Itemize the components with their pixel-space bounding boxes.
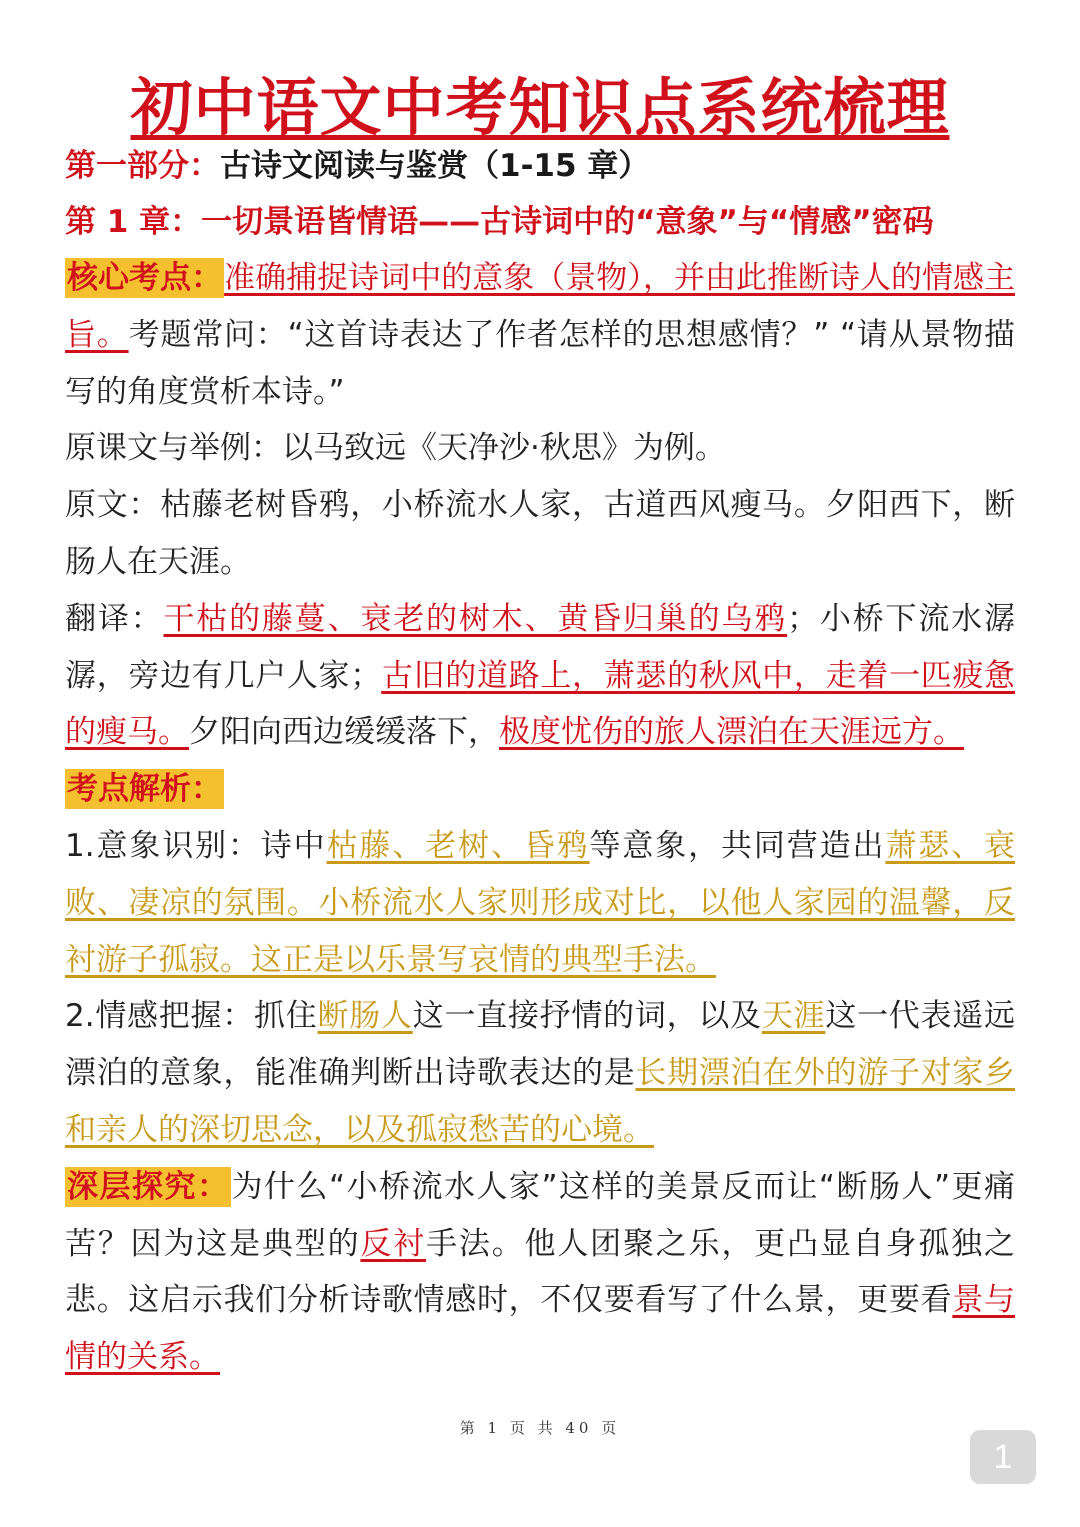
chapter-heading: 第 1 章：一切景语皆情语——古诗词中的“意象”与“情感”密码 [65, 204, 934, 240]
point2-conclusion: 长期漂泊在外的游子对家乡和亲人的深切思念，以及孤寂愁苦的心境。 [65, 1055, 1016, 1148]
core-point-rest: 考题常问：“这首诗表达了作者怎样的思想感情？” “请从景物描写的角度赏析本诗。” [65, 316, 1015, 410]
core-point-paragraph [65, 250, 1015, 420]
translation-text-1: ；小桥下流水潺潺，旁边有几户人家； [65, 600, 1016, 694]
translation-label: 翻译： [65, 600, 164, 637]
deep-text-2: 手法。他人团聚之乐，更凸显自身孤独之悲。这启示我们分析诗歌情感时，不仅要看写了什么景，更要看 [65, 1225, 1016, 1319]
deep-keyword-1: 反衬 [360, 1225, 427, 1262]
page-number-badge: 1 [970, 1430, 1036, 1484]
part-heading [65, 138, 1015, 194]
page-footer: 第 1 页 共 40 页 [459, 1419, 621, 1437]
core-point-focus: 准确捕捉诗词中的意象（景物），并由此推断诗人的情感主旨。 [65, 260, 1016, 353]
analysis-label: 考点解析： [67, 771, 222, 808]
point1-prefix: 1.意象识别：诗中 [65, 827, 327, 864]
point2-middle-2: 这一代表遥远漂泊的意象，能准确判断出诗歌表达的是 [65, 998, 1016, 1092]
point2-word-1: 断肠人 [317, 998, 413, 1035]
core-point-label: 核心考点： [67, 260, 223, 296]
analysis-point-1 [65, 818, 1015, 988]
point2-word-2: 天涯 [761, 998, 826, 1035]
document-title: 初中语文中考知识点系统梳理 [130, 71, 950, 144]
point2-prefix: 2.情感把握：抓住 [65, 998, 318, 1035]
translation-segment-1: 干枯的藤蔓、衰老的树木、黄昏归巢的乌鸦 [163, 600, 788, 637]
example-paragraph: 原课文与举例：以马致远《天净沙·秋思》为例。 [65, 430, 726, 467]
point1-imagery-words: 枯藤、老树、昏鸦 [326, 827, 590, 864]
deep-keyword-2: 景与情的关系。 [65, 1282, 1016, 1376]
translation-paragraph [65, 591, 1015, 761]
analysis-point-2 [65, 988, 1015, 1158]
translation-text-2: 夕阳向西边缓缓落下， [189, 714, 499, 751]
content-body [65, 138, 1015, 1386]
part-text: 古诗文阅读与鉴赏（1-15 章） [220, 148, 650, 184]
deep-text-1: 为什么“小桥流水人家”这样的美景反而让“断肠人”更痛苦？因为这是典型的 [65, 1168, 1015, 1262]
translation-segment-2: 古旧的道路上，萧瑟的秋风中，走着一匹疲惫的瘦马。 [65, 657, 1016, 751]
analysis-heading [65, 761, 1015, 818]
original-text-paragraph: 原文：枯藤老树昏鸦，小桥流水人家，古道西风瘦马。夕阳西下，断肠人在天涯。 [65, 487, 1015, 580]
deep-inquiry-paragraph [65, 1159, 1015, 1386]
part-label: 第一部分： [65, 148, 220, 184]
point1-explanation: 萧瑟、衰败、凄凉的氛围。小桥流水人家则形成对比，以他人家园的温馨，反衬游子孤寂。这正是以乐景写哀情的典型手法。 [65, 827, 1016, 978]
deep-inquiry-label: 深层探究： [67, 1168, 230, 1205]
point1-middle: 等意象，共同营造出 [589, 827, 886, 864]
translation-segment-3: 极度忧伤的旅人漂泊在天涯远方。 [499, 714, 964, 751]
point2-middle-1: 这一直接抒情的词，以及 [412, 998, 762, 1035]
